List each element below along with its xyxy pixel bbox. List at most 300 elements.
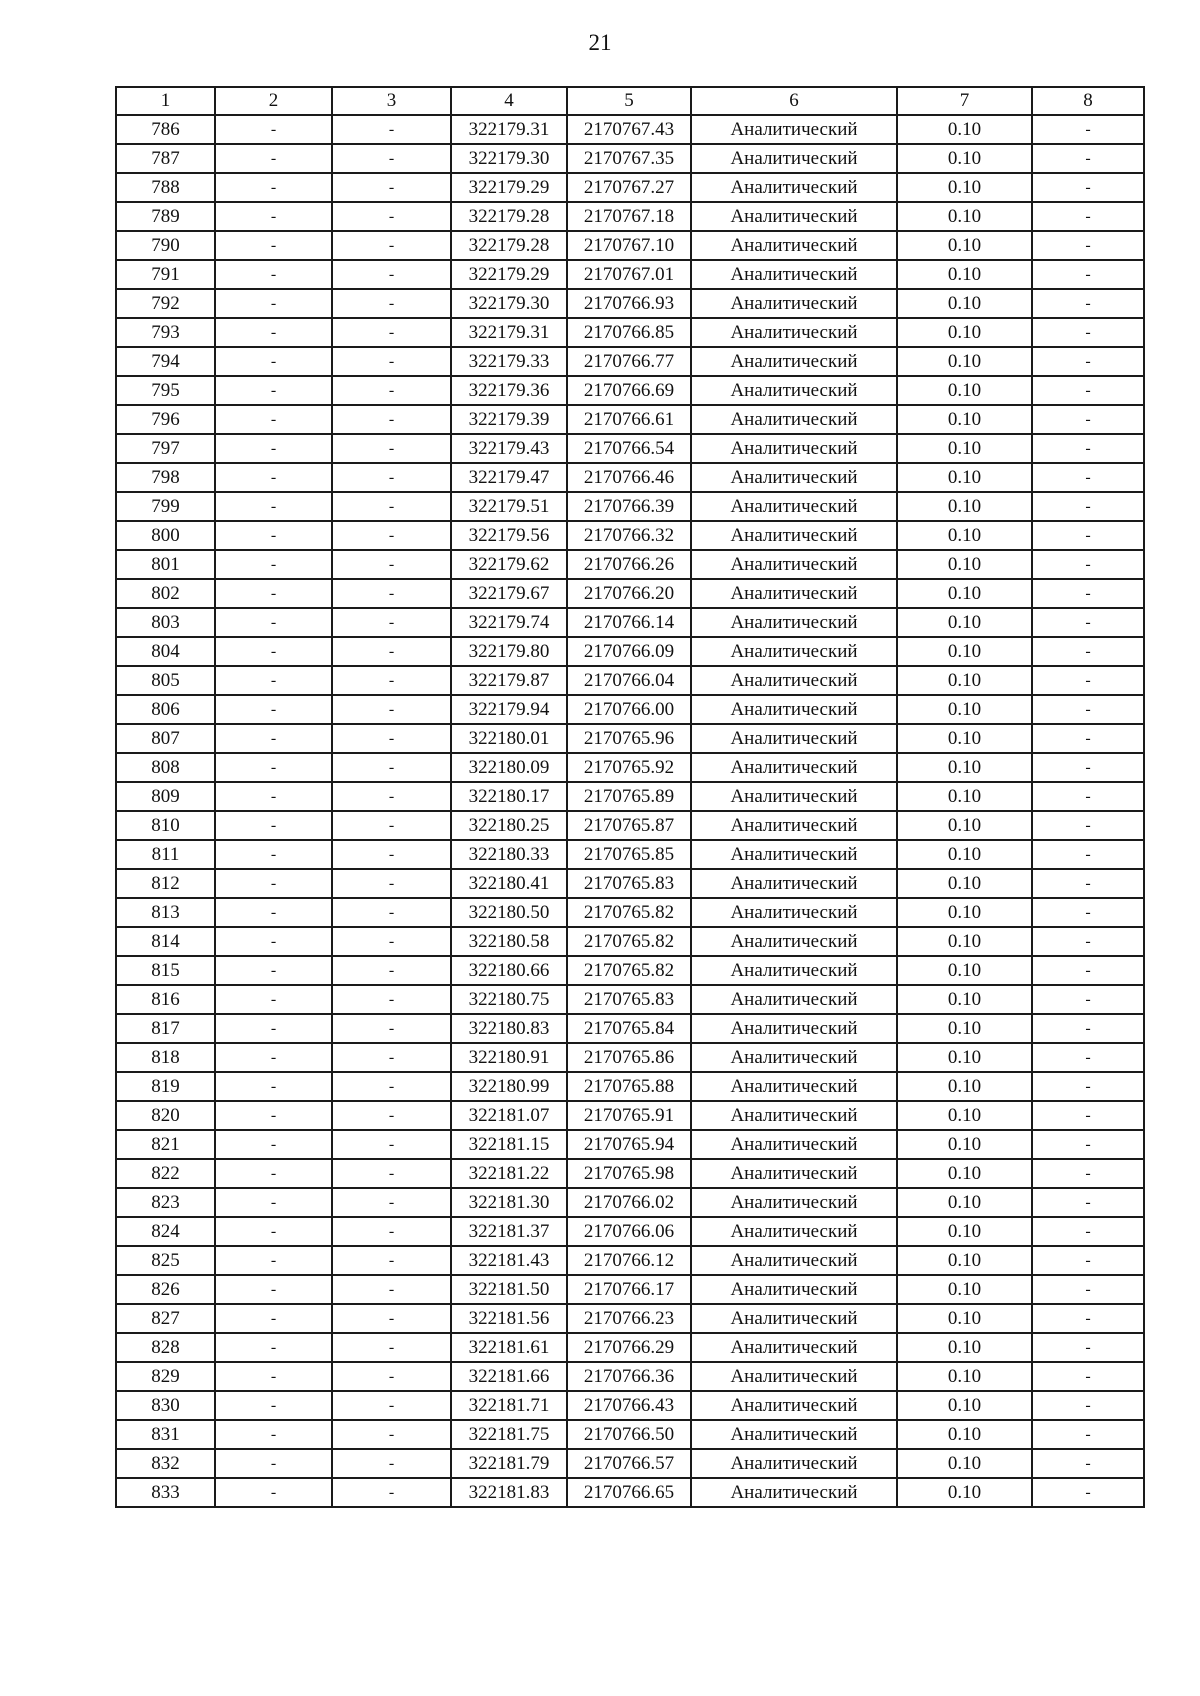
table-row xyxy=(116,318,1144,347)
cell-coord-x: 322181.43 xyxy=(451,1246,567,1275)
cell-precision: 0.10 xyxy=(897,405,1032,434)
cell-precision: 0.10 xyxy=(897,1014,1032,1043)
cell-method: Аналитический xyxy=(691,637,897,666)
cell-coord-y: 2170766.17 xyxy=(567,1275,691,1304)
cell-col-2: - xyxy=(215,1275,332,1304)
cell-col-2: - xyxy=(215,579,332,608)
cell-col-2: - xyxy=(215,115,332,144)
cell-coord-y: 2170766.29 xyxy=(567,1333,691,1362)
cell-precision: 0.10 xyxy=(897,637,1032,666)
cell-precision: 0.10 xyxy=(897,318,1032,347)
table-row xyxy=(116,1246,1144,1275)
cell-coord-x: 322179.33 xyxy=(451,347,567,376)
cell-col-3: - xyxy=(332,1333,451,1362)
cell-col-2: - xyxy=(215,840,332,869)
column-header-2: 2 xyxy=(215,87,332,115)
cell-col-2: - xyxy=(215,811,332,840)
cell-coord-y: 2170766.43 xyxy=(567,1391,691,1420)
cell-coord-x: 322179.31 xyxy=(451,318,567,347)
cell-point-number: 819 xyxy=(116,1072,215,1101)
table-row xyxy=(116,927,1144,956)
cell-col-8: - xyxy=(1032,550,1144,579)
cell-coord-x: 322181.71 xyxy=(451,1391,567,1420)
cell-col-3: - xyxy=(332,695,451,724)
cell-method: Аналитический xyxy=(691,1246,897,1275)
cell-col-8: - xyxy=(1032,347,1144,376)
cell-point-number: 798 xyxy=(116,463,215,492)
table-row xyxy=(116,434,1144,463)
cell-method: Аналитический xyxy=(691,1362,897,1391)
cell-col-3: - xyxy=(332,1072,451,1101)
cell-coord-y: 2170765.85 xyxy=(567,840,691,869)
cell-col-2: - xyxy=(215,260,332,289)
cell-method: Аналитический xyxy=(691,956,897,985)
cell-col-3: - xyxy=(332,1043,451,1072)
cell-method: Аналитический xyxy=(691,1130,897,1159)
coordinates-table xyxy=(115,86,1145,1508)
cell-point-number: 804 xyxy=(116,637,215,666)
cell-method: Аналитический xyxy=(691,666,897,695)
cell-coord-x: 322179.29 xyxy=(451,260,567,289)
cell-method: Аналитический xyxy=(691,405,897,434)
table-row xyxy=(116,1362,1144,1391)
cell-col-2: - xyxy=(215,898,332,927)
cell-col-2: - xyxy=(215,1072,332,1101)
cell-col-3: - xyxy=(332,753,451,782)
cell-point-number: 803 xyxy=(116,608,215,637)
cell-col-3: - xyxy=(332,1246,451,1275)
cell-col-8: - xyxy=(1032,1362,1144,1391)
cell-point-number: 829 xyxy=(116,1362,215,1391)
cell-point-number: 831 xyxy=(116,1420,215,1449)
cell-col-8: - xyxy=(1032,173,1144,202)
table-row xyxy=(116,1275,1144,1304)
cell-method: Аналитический xyxy=(691,695,897,724)
cell-col-8: - xyxy=(1032,608,1144,637)
cell-col-3: - xyxy=(332,666,451,695)
table-row xyxy=(116,898,1144,927)
cell-method: Аналитический xyxy=(691,144,897,173)
cell-coord-y: 2170765.88 xyxy=(567,1072,691,1101)
cell-method: Аналитический xyxy=(691,1391,897,1420)
cell-point-number: 805 xyxy=(116,666,215,695)
cell-method: Аналитический xyxy=(691,1478,897,1507)
cell-col-2: - xyxy=(215,1159,332,1188)
cell-precision: 0.10 xyxy=(897,1391,1032,1420)
cell-point-number: 817 xyxy=(116,1014,215,1043)
cell-precision: 0.10 xyxy=(897,724,1032,753)
cell-col-8: - xyxy=(1032,811,1144,840)
cell-precision: 0.10 xyxy=(897,840,1032,869)
cell-point-number: 830 xyxy=(116,1391,215,1420)
cell-method: Аналитический xyxy=(691,521,897,550)
cell-col-8: - xyxy=(1032,463,1144,492)
cell-coord-x: 322181.37 xyxy=(451,1217,567,1246)
cell-coord-x: 322181.50 xyxy=(451,1275,567,1304)
cell-point-number: 794 xyxy=(116,347,215,376)
cell-coord-x: 322179.56 xyxy=(451,521,567,550)
cell-col-2: - xyxy=(215,1188,332,1217)
table-row xyxy=(116,666,1144,695)
cell-method: Аналитический xyxy=(691,811,897,840)
column-header-5: 5 xyxy=(567,87,691,115)
cell-coord-y: 2170766.02 xyxy=(567,1188,691,1217)
page-number: 21 xyxy=(588,30,612,55)
cell-point-number: 797 xyxy=(116,434,215,463)
cell-col-2: - xyxy=(215,782,332,811)
cell-col-3: - xyxy=(332,1391,451,1420)
cell-coord-y: 2170767.43 xyxy=(567,115,691,144)
cell-coord-y: 2170766.50 xyxy=(567,1420,691,1449)
cell-method: Аналитический xyxy=(691,1101,897,1130)
cell-coord-x: 322180.09 xyxy=(451,753,567,782)
cell-col-3: - xyxy=(332,1130,451,1159)
cell-col-3: - xyxy=(332,1188,451,1217)
cell-precision: 0.10 xyxy=(897,869,1032,898)
table-row xyxy=(116,869,1144,898)
table-row xyxy=(116,1478,1144,1507)
cell-method: Аналитический xyxy=(691,260,897,289)
cell-method: Аналитический xyxy=(691,985,897,1014)
cell-precision: 0.10 xyxy=(897,347,1032,376)
cell-coord-x: 322181.79 xyxy=(451,1449,567,1478)
cell-coord-y: 2170766.06 xyxy=(567,1217,691,1246)
cell-point-number: 812 xyxy=(116,869,215,898)
cell-coord-y: 2170765.82 xyxy=(567,898,691,927)
table-row xyxy=(116,231,1144,260)
cell-point-number: 818 xyxy=(116,1043,215,1072)
cell-col-8: - xyxy=(1032,985,1144,1014)
cell-col-2: - xyxy=(215,1217,332,1246)
cell-col-2: - xyxy=(215,608,332,637)
cell-col-8: - xyxy=(1032,898,1144,927)
cell-method: Аналитический xyxy=(691,434,897,463)
cell-col-3: - xyxy=(332,376,451,405)
cell-method: Аналитический xyxy=(691,318,897,347)
cell-coord-x: 322180.25 xyxy=(451,811,567,840)
table-row xyxy=(116,1333,1144,1362)
cell-coord-x: 322181.22 xyxy=(451,1159,567,1188)
cell-point-number: 807 xyxy=(116,724,215,753)
cell-col-3: - xyxy=(332,1420,451,1449)
cell-col-2: - xyxy=(215,1478,332,1507)
cell-coord-x: 322179.62 xyxy=(451,550,567,579)
cell-method: Аналитический xyxy=(691,1304,897,1333)
cell-precision: 0.10 xyxy=(897,1130,1032,1159)
cell-precision: 0.10 xyxy=(897,608,1032,637)
cell-coord-y: 2170766.36 xyxy=(567,1362,691,1391)
cell-coord-x: 322180.75 xyxy=(451,985,567,1014)
table-row xyxy=(116,1014,1144,1043)
cell-coord-y: 2170766.09 xyxy=(567,637,691,666)
cell-point-number: 827 xyxy=(116,1304,215,1333)
cell-precision: 0.10 xyxy=(897,231,1032,260)
cell-coord-x: 322181.30 xyxy=(451,1188,567,1217)
cell-precision: 0.10 xyxy=(897,695,1032,724)
cell-method: Аналитический xyxy=(691,173,897,202)
cell-precision: 0.10 xyxy=(897,1159,1032,1188)
table-body xyxy=(116,115,1144,1507)
cell-method: Аналитический xyxy=(691,927,897,956)
cell-col-8: - xyxy=(1032,1275,1144,1304)
cell-col-3: - xyxy=(332,782,451,811)
cell-point-number: 822 xyxy=(116,1159,215,1188)
cell-point-number: 806 xyxy=(116,695,215,724)
cell-col-2: - xyxy=(215,1333,332,1362)
cell-precision: 0.10 xyxy=(897,376,1032,405)
cell-col-8: - xyxy=(1032,579,1144,608)
cell-coord-x: 322179.29 xyxy=(451,173,567,202)
cell-precision: 0.10 xyxy=(897,550,1032,579)
cell-point-number: 824 xyxy=(116,1217,215,1246)
table-row xyxy=(116,260,1144,289)
cell-col-2: - xyxy=(215,434,332,463)
cell-coord-y: 2170765.98 xyxy=(567,1159,691,1188)
table-row xyxy=(116,1159,1144,1188)
cell-coord-x: 322179.87 xyxy=(451,666,567,695)
cell-precision: 0.10 xyxy=(897,811,1032,840)
cell-col-8: - xyxy=(1032,1014,1144,1043)
cell-coord-y: 2170766.93 xyxy=(567,289,691,318)
cell-precision: 0.10 xyxy=(897,463,1032,492)
table-row xyxy=(116,724,1144,753)
cell-coord-y: 2170766.20 xyxy=(567,579,691,608)
cell-col-8: - xyxy=(1032,956,1144,985)
cell-coord-y: 2170765.82 xyxy=(567,927,691,956)
cell-col-2: - xyxy=(215,695,332,724)
cell-col-2: - xyxy=(215,405,332,434)
cell-coord-x: 322179.31 xyxy=(451,115,567,144)
cell-col-3: - xyxy=(332,1449,451,1478)
cell-col-2: - xyxy=(215,1101,332,1130)
cell-method: Аналитический xyxy=(691,492,897,521)
cell-method: Аналитический xyxy=(691,1420,897,1449)
table-row xyxy=(116,1101,1144,1130)
table-row xyxy=(116,753,1144,782)
cell-col-2: - xyxy=(215,1304,332,1333)
cell-col-3: - xyxy=(332,550,451,579)
cell-precision: 0.10 xyxy=(897,492,1032,521)
cell-col-2: - xyxy=(215,202,332,231)
cell-col-8: - xyxy=(1032,1043,1144,1072)
cell-col-2: - xyxy=(215,1246,332,1275)
table-row xyxy=(116,463,1144,492)
cell-precision: 0.10 xyxy=(897,1304,1032,1333)
cell-coord-x: 322180.17 xyxy=(451,782,567,811)
cell-col-3: - xyxy=(332,1159,451,1188)
cell-precision: 0.10 xyxy=(897,1478,1032,1507)
cell-precision: 0.10 xyxy=(897,898,1032,927)
cell-method: Аналитический xyxy=(691,1333,897,1362)
table-row xyxy=(116,1449,1144,1478)
table-row xyxy=(116,637,1144,666)
cell-method: Аналитический xyxy=(691,463,897,492)
cell-col-8: - xyxy=(1032,492,1144,521)
column-header-4: 4 xyxy=(451,87,567,115)
cell-precision: 0.10 xyxy=(897,434,1032,463)
cell-coord-y: 2170765.82 xyxy=(567,956,691,985)
table-row xyxy=(116,1304,1144,1333)
cell-coord-x: 322181.07 xyxy=(451,1101,567,1130)
table-row xyxy=(116,521,1144,550)
table-row xyxy=(116,115,1144,144)
cell-col-3: - xyxy=(332,637,451,666)
table-row xyxy=(116,695,1144,724)
cell-col-2: - xyxy=(215,1043,332,1072)
cell-col-8: - xyxy=(1032,666,1144,695)
table-row xyxy=(116,173,1144,202)
cell-point-number: 789 xyxy=(116,202,215,231)
cell-col-3: - xyxy=(332,927,451,956)
table-row xyxy=(116,202,1144,231)
cell-point-number: 825 xyxy=(116,1246,215,1275)
cell-method: Аналитический xyxy=(691,753,897,782)
cell-point-number: 800 xyxy=(116,521,215,550)
cell-point-number: 820 xyxy=(116,1101,215,1130)
cell-point-number: 799 xyxy=(116,492,215,521)
cell-point-number: 809 xyxy=(116,782,215,811)
cell-coord-y: 2170767.01 xyxy=(567,260,691,289)
cell-coord-y: 2170766.23 xyxy=(567,1304,691,1333)
cell-col-2: - xyxy=(215,1130,332,1159)
cell-col-2: - xyxy=(215,956,332,985)
table-row xyxy=(116,782,1144,811)
cell-col-2: - xyxy=(215,318,332,347)
cell-coord-x: 322180.66 xyxy=(451,956,567,985)
cell-point-number: 815 xyxy=(116,956,215,985)
cell-col-2: - xyxy=(215,492,332,521)
cell-coord-y: 2170765.91 xyxy=(567,1101,691,1130)
cell-coord-x: 322180.50 xyxy=(451,898,567,927)
column-header-7: 7 xyxy=(897,87,1032,115)
cell-method: Аналитический xyxy=(691,898,897,927)
cell-precision: 0.10 xyxy=(897,1072,1032,1101)
cell-coord-x: 322179.28 xyxy=(451,202,567,231)
cell-precision: 0.10 xyxy=(897,782,1032,811)
cell-coord-x: 322181.15 xyxy=(451,1130,567,1159)
cell-col-8: - xyxy=(1032,782,1144,811)
cell-col-2: - xyxy=(215,1420,332,1449)
cell-col-2: - xyxy=(215,289,332,318)
cell-col-3: - xyxy=(332,231,451,260)
cell-coord-y: 2170767.10 xyxy=(567,231,691,260)
table-row xyxy=(116,492,1144,521)
cell-coord-x: 322180.83 xyxy=(451,1014,567,1043)
table-row xyxy=(116,550,1144,579)
table-header xyxy=(116,87,1144,115)
cell-coord-x: 322180.33 xyxy=(451,840,567,869)
cell-point-number: 791 xyxy=(116,260,215,289)
cell-coord-y: 2170766.65 xyxy=(567,1478,691,1507)
cell-coord-y: 2170766.00 xyxy=(567,695,691,724)
cell-point-number: 792 xyxy=(116,289,215,318)
cell-coord-y: 2170766.54 xyxy=(567,434,691,463)
table-row xyxy=(116,985,1144,1014)
cell-method: Аналитический xyxy=(691,1072,897,1101)
cell-col-8: - xyxy=(1032,753,1144,782)
cell-coord-y: 2170766.14 xyxy=(567,608,691,637)
cell-precision: 0.10 xyxy=(897,289,1032,318)
cell-col-3: - xyxy=(332,898,451,927)
cell-method: Аналитический xyxy=(691,1275,897,1304)
cell-coord-x: 322180.41 xyxy=(451,869,567,898)
cell-col-3: - xyxy=(332,840,451,869)
cell-method: Аналитический xyxy=(691,579,897,608)
cell-precision: 0.10 xyxy=(897,1449,1032,1478)
cell-col-3: - xyxy=(332,289,451,318)
cell-point-number: 788 xyxy=(116,173,215,202)
cell-col-2: - xyxy=(215,1391,332,1420)
table-row xyxy=(116,956,1144,985)
cell-coord-x: 322179.74 xyxy=(451,608,567,637)
cell-col-8: - xyxy=(1032,1304,1144,1333)
cell-coord-y: 2170765.94 xyxy=(567,1130,691,1159)
cell-col-2: - xyxy=(215,927,332,956)
cell-coord-y: 2170766.85 xyxy=(567,318,691,347)
header-row xyxy=(116,87,1144,115)
cell-point-number: 802 xyxy=(116,579,215,608)
cell-col-2: - xyxy=(215,463,332,492)
table-row xyxy=(116,1420,1144,1449)
cell-col-3: - xyxy=(332,579,451,608)
cell-col-3: - xyxy=(332,724,451,753)
cell-precision: 0.10 xyxy=(897,1275,1032,1304)
cell-precision: 0.10 xyxy=(897,173,1032,202)
cell-point-number: 801 xyxy=(116,550,215,579)
cell-coord-x: 322179.80 xyxy=(451,637,567,666)
cell-col-8: - xyxy=(1032,260,1144,289)
cell-coord-y: 2170766.61 xyxy=(567,405,691,434)
table-row xyxy=(116,347,1144,376)
cell-coord-y: 2170765.87 xyxy=(567,811,691,840)
table-row xyxy=(116,1217,1144,1246)
cell-point-number: 828 xyxy=(116,1333,215,1362)
cell-coord-y: 2170766.04 xyxy=(567,666,691,695)
cell-col-3: - xyxy=(332,202,451,231)
cell-precision: 0.10 xyxy=(897,1333,1032,1362)
column-header-6: 6 xyxy=(691,87,897,115)
table-row xyxy=(116,579,1144,608)
cell-precision: 0.10 xyxy=(897,579,1032,608)
cell-col-8: - xyxy=(1032,115,1144,144)
cell-method: Аналитический xyxy=(691,550,897,579)
cell-coord-x: 322181.83 xyxy=(451,1478,567,1507)
cell-col-8: - xyxy=(1032,318,1144,347)
cell-method: Аналитический xyxy=(691,347,897,376)
column-header-8: 8 xyxy=(1032,87,1144,115)
cell-method: Аналитический xyxy=(691,724,897,753)
cell-col-3: - xyxy=(332,811,451,840)
cell-col-8: - xyxy=(1032,1449,1144,1478)
cell-col-2: - xyxy=(215,347,332,376)
cell-method: Аналитический xyxy=(691,115,897,144)
cell-coord-y: 2170765.83 xyxy=(567,869,691,898)
cell-point-number: 795 xyxy=(116,376,215,405)
cell-point-number: 814 xyxy=(116,927,215,956)
cell-col-8: - xyxy=(1032,1246,1144,1275)
cell-precision: 0.10 xyxy=(897,927,1032,956)
table-row xyxy=(116,376,1144,405)
table-row xyxy=(116,1188,1144,1217)
cell-coord-y: 2170766.32 xyxy=(567,521,691,550)
cell-coord-x: 322179.39 xyxy=(451,405,567,434)
table-row xyxy=(116,289,1144,318)
cell-coord-x: 322179.30 xyxy=(451,144,567,173)
cell-point-number: 793 xyxy=(116,318,215,347)
cell-precision: 0.10 xyxy=(897,1188,1032,1217)
cell-point-number: 832 xyxy=(116,1449,215,1478)
table-row xyxy=(116,1130,1144,1159)
